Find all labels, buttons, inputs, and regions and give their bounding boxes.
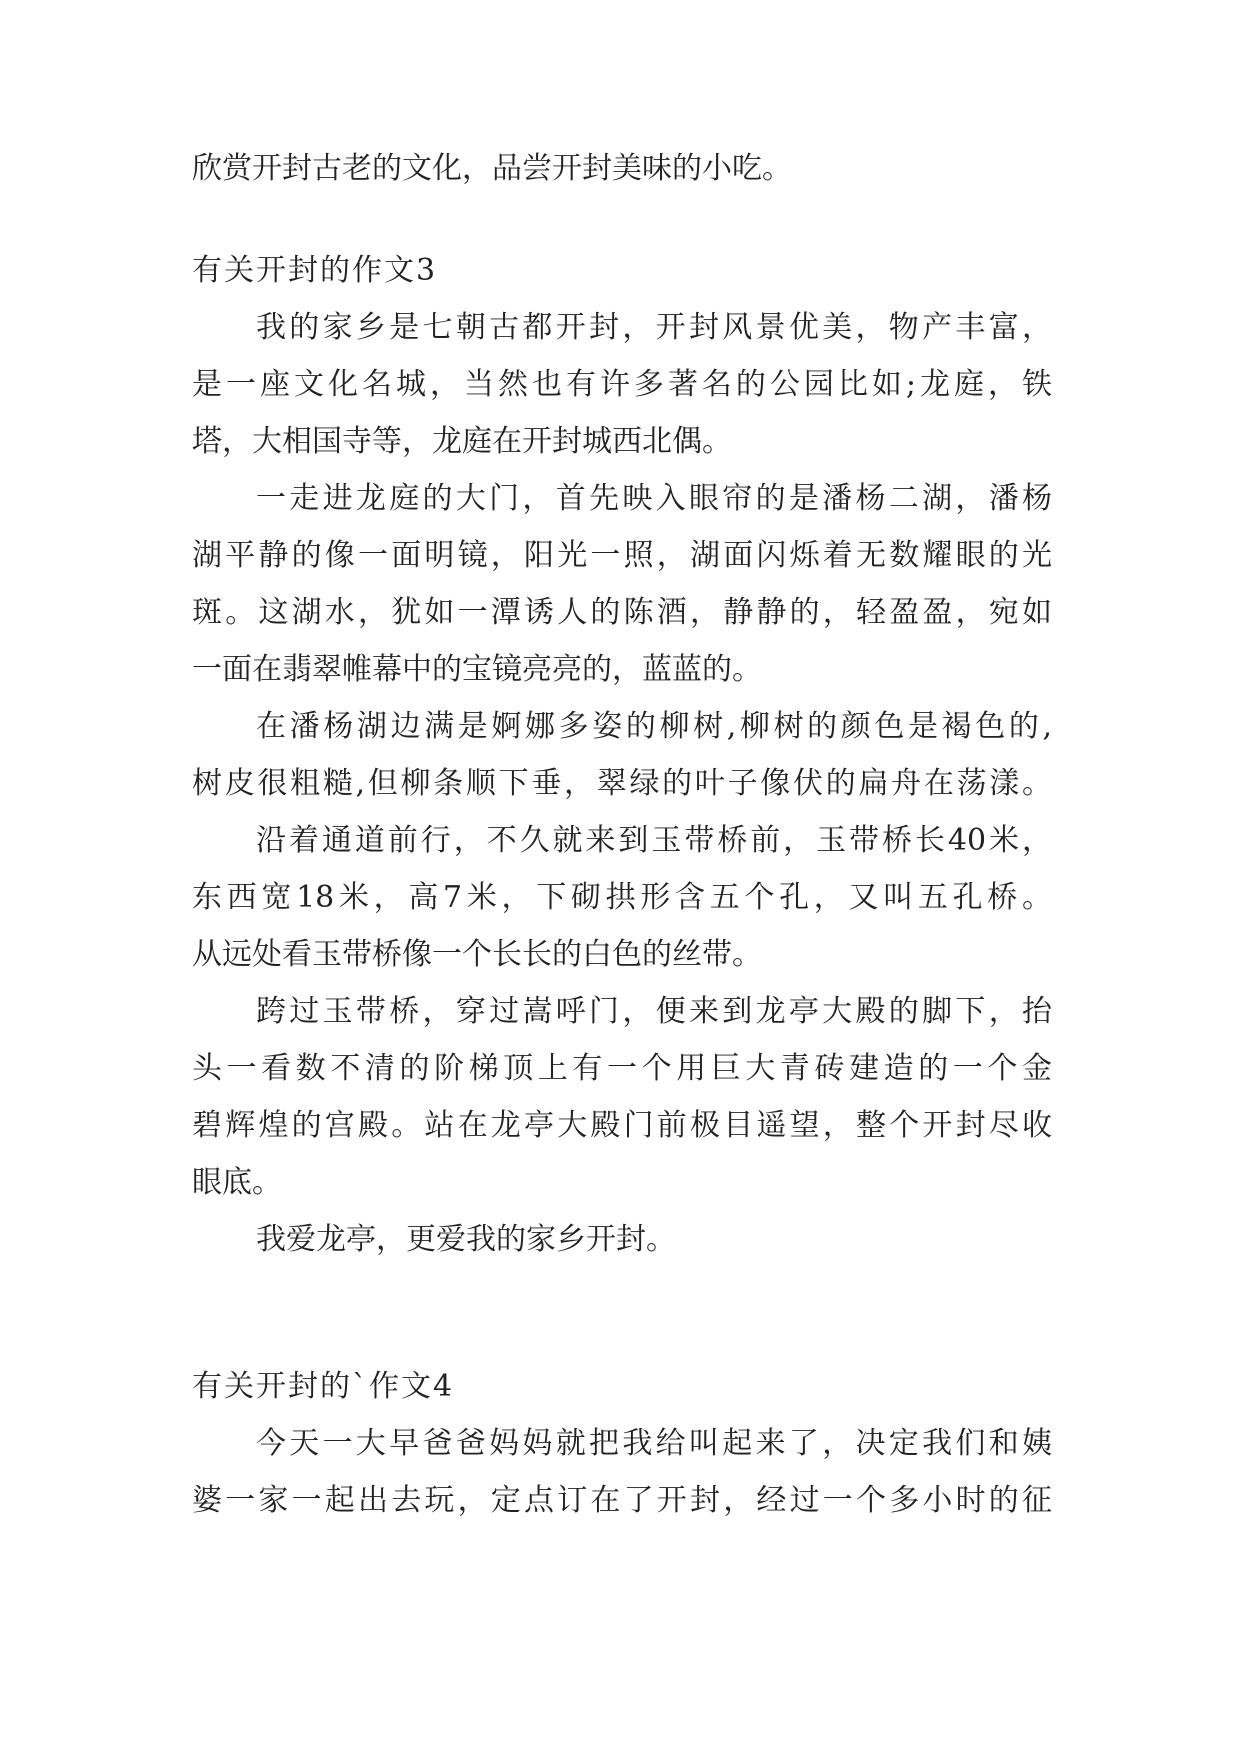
text-line: 湖平静的像一面明镜，阳光一照，湖面闪烁着无数耀眼的光 — [192, 538, 1052, 573]
text-line: 欣赏开封古老的文化，品尝开封美味的小吃。 — [192, 151, 792, 186]
text-line: 东西宽18米，高7米，下砌拱形含五个孔，又叫五孔桥。 — [192, 880, 1052, 915]
text-line: 是一座文化名城，当然也有许多著名的公园比如;龙庭，铁 — [192, 367, 1052, 402]
text-line: 斑。这湖水，犹如一潭诱人的陈酒，静静的，轻盈盈，宛如 — [192, 595, 1052, 630]
section-heading: 有关开封的作文3 — [192, 253, 438, 288]
section-heading: 有关开封的`作文4 — [192, 1369, 455, 1404]
essay-4 — [192, 1358, 1052, 1529]
text-line: 一面在翡翠帷幕中的宝镜亮亮的，蓝蓝的。 — [192, 652, 762, 687]
text-line: 碧辉煌的宫殿。站在龙亭大殿门前极目遥望，整个开封尽收 — [192, 1108, 1052, 1143]
text-line: 我爱龙亭，更爱我的家乡开封。 — [256, 1222, 676, 1257]
text-line: 一走进龙庭的大门，首先映入眼帘的是潘杨二湖，潘杨 — [256, 481, 1052, 516]
text-line: 从远处看玉带桥像一个长长的白色的丝带。 — [192, 937, 762, 972]
text-line: 沿着通道前行，不久就来到玉带桥前，玉带桥长40米， — [256, 823, 1052, 858]
text-line: 在潘杨湖边满是婀娜多姿的柳树,柳树的颜色是褐色的, — [256, 709, 1052, 744]
text-line: 眼底。 — [192, 1165, 282, 1200]
text-line: 树皮很粗糙,但柳条顺下垂，翠绿的叶子像伏的扁舟在荡漾。 — [192, 766, 1052, 801]
text-line: 我的家乡是七朝古都开封，开封风景优美，物产丰富， — [256, 310, 1052, 345]
text-line: 婆一家一起出去玩，定点订在了开封，经过一个多小时的征 — [192, 1483, 1052, 1518]
essay-3 — [192, 242, 1052, 1268]
text-line: 塔，大相国寺等，龙庭在开封城西北偶。 — [192, 424, 732, 459]
paragraph-closing — [192, 140, 1052, 197]
text-line: 跨过玉带桥，穿过嵩呼门，便来到龙亭大殿的脚下，抬 — [256, 994, 1052, 1029]
text-line: 头一看数不清的阶梯顶上有一个用巨大青砖建造的一个金 — [192, 1051, 1052, 1086]
text-line: 今天一大早爸爸妈妈就把我给叫起来了，决定我们和姨 — [256, 1426, 1052, 1461]
